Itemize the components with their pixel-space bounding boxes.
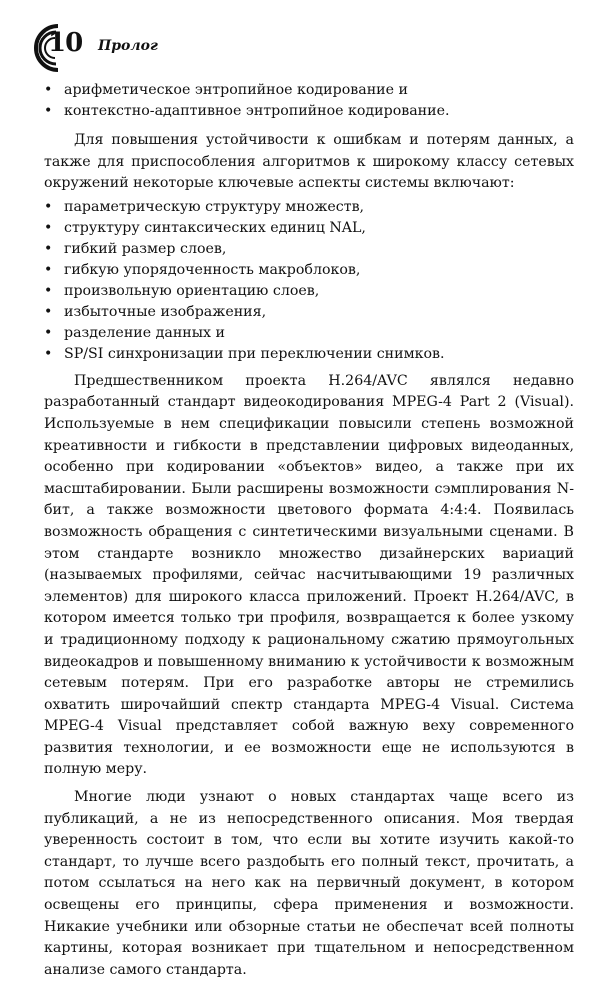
bullet-icon: •: [44, 303, 53, 320]
list-item: • разделение данных и: [44, 323, 574, 344]
list-item: • структуру синтаксических единиц NAL,: [44, 218, 574, 239]
list-item: • гибкую упорядоченность макроблоков,: [44, 260, 574, 281]
paragraph-mpeg4-predecessor: Предшественником проекта H.264/AVC являлся недавно разработанный стандарт видеокодирования MPEG-4 Part 2 (Visual). Используемые в нем спецификации повысили степень возможной креативности и гибкости в представлении цифровых видеоданных, особенно при кодировании «объектов» видео, а также при их масштабировании. Были расширены возможности сэмплирования N-бит, а также возможности цветового формата 4:4:4. Появилась возможность обращения с синтетическими визуальными сценами. В этом стандарте возникло множество дизайнерских вариаций (называемых профилями, сейчас насчитывающими 19 различных элементов) для широкого класса приложений. Проект H.264/AVC, в котором имеется только три профиля, возвращается к более узкому и традиционному подходу к рациональному сжатию прямоугольных видеокадров и повышенному вниманию к устойчивости к возможным сетевым потерям. При его разработке авторы не стремились охватить широчайший спектр стандарта MPEG-4 Visual. Система MPEG-4 Visual представляет собой важную веху современного развития технологии, и ее возможности еще не используются в полную меру.: [44, 372, 574, 778]
bullet-icon: •: [44, 82, 53, 98]
bullet-icon: •: [44, 261, 53, 278]
page-body: [44, 80, 574, 981]
list-item: • гибкий размер слоев,: [44, 239, 574, 260]
bullet-list-features: [44, 197, 574, 365]
bullet-icon: •: [44, 282, 53, 299]
list-item: • параметрическую структуру множеств,: [44, 197, 574, 218]
list-item: • контекстно-адаптивное энтропийное кодирование.: [44, 101, 574, 122]
bullet-icon: •: [44, 345, 53, 362]
bullet-icon: •: [44, 240, 53, 257]
page-number: 10: [48, 28, 83, 58]
bullet-icon: •: [44, 103, 53, 119]
paragraph-reading-standards: Многие люди узнают о новых стандартах чаще всего из публикаций, а не из непосредственного описания. Моя твердая уверенность состоит в том, что если вы хотите изучить какой-то стандарт, то лучше всего раздобыть его полный текст, прочитать, а потом ссылаться на него как на первичный документ, в котором освещены его принципы, сфера применения и возможности. Никакие учебники или обзорные статьи не обеспечат всей полноты картины, которая возникает при тщательном и непосредственном анализе самого стандарта.: [44, 789, 574, 978]
paragraph-robustness: Для повышения устойчивости к ошибкам и потерям данных, а также для приспособления алгоритмов к широкому классу сетевых окружений некоторые ключевые аспекты системы включают:: [44, 132, 574, 192]
bullet-icon: •: [44, 198, 53, 215]
bullet-icon: •: [44, 219, 53, 236]
list-item: • SP/SI синхронизации при переключении снимков.: [44, 344, 574, 365]
list-item: • произвольную ориентацию слоев,: [44, 281, 574, 302]
page-header: [28, 20, 588, 76]
running-title: Пролог: [98, 38, 158, 54]
bullet-icon: •: [44, 324, 53, 341]
list-item: • арифметическое энтропийное кодирование и: [44, 80, 574, 101]
list-item: • избыточные изображения,: [44, 302, 574, 323]
bullet-list-entropy: [44, 80, 574, 122]
